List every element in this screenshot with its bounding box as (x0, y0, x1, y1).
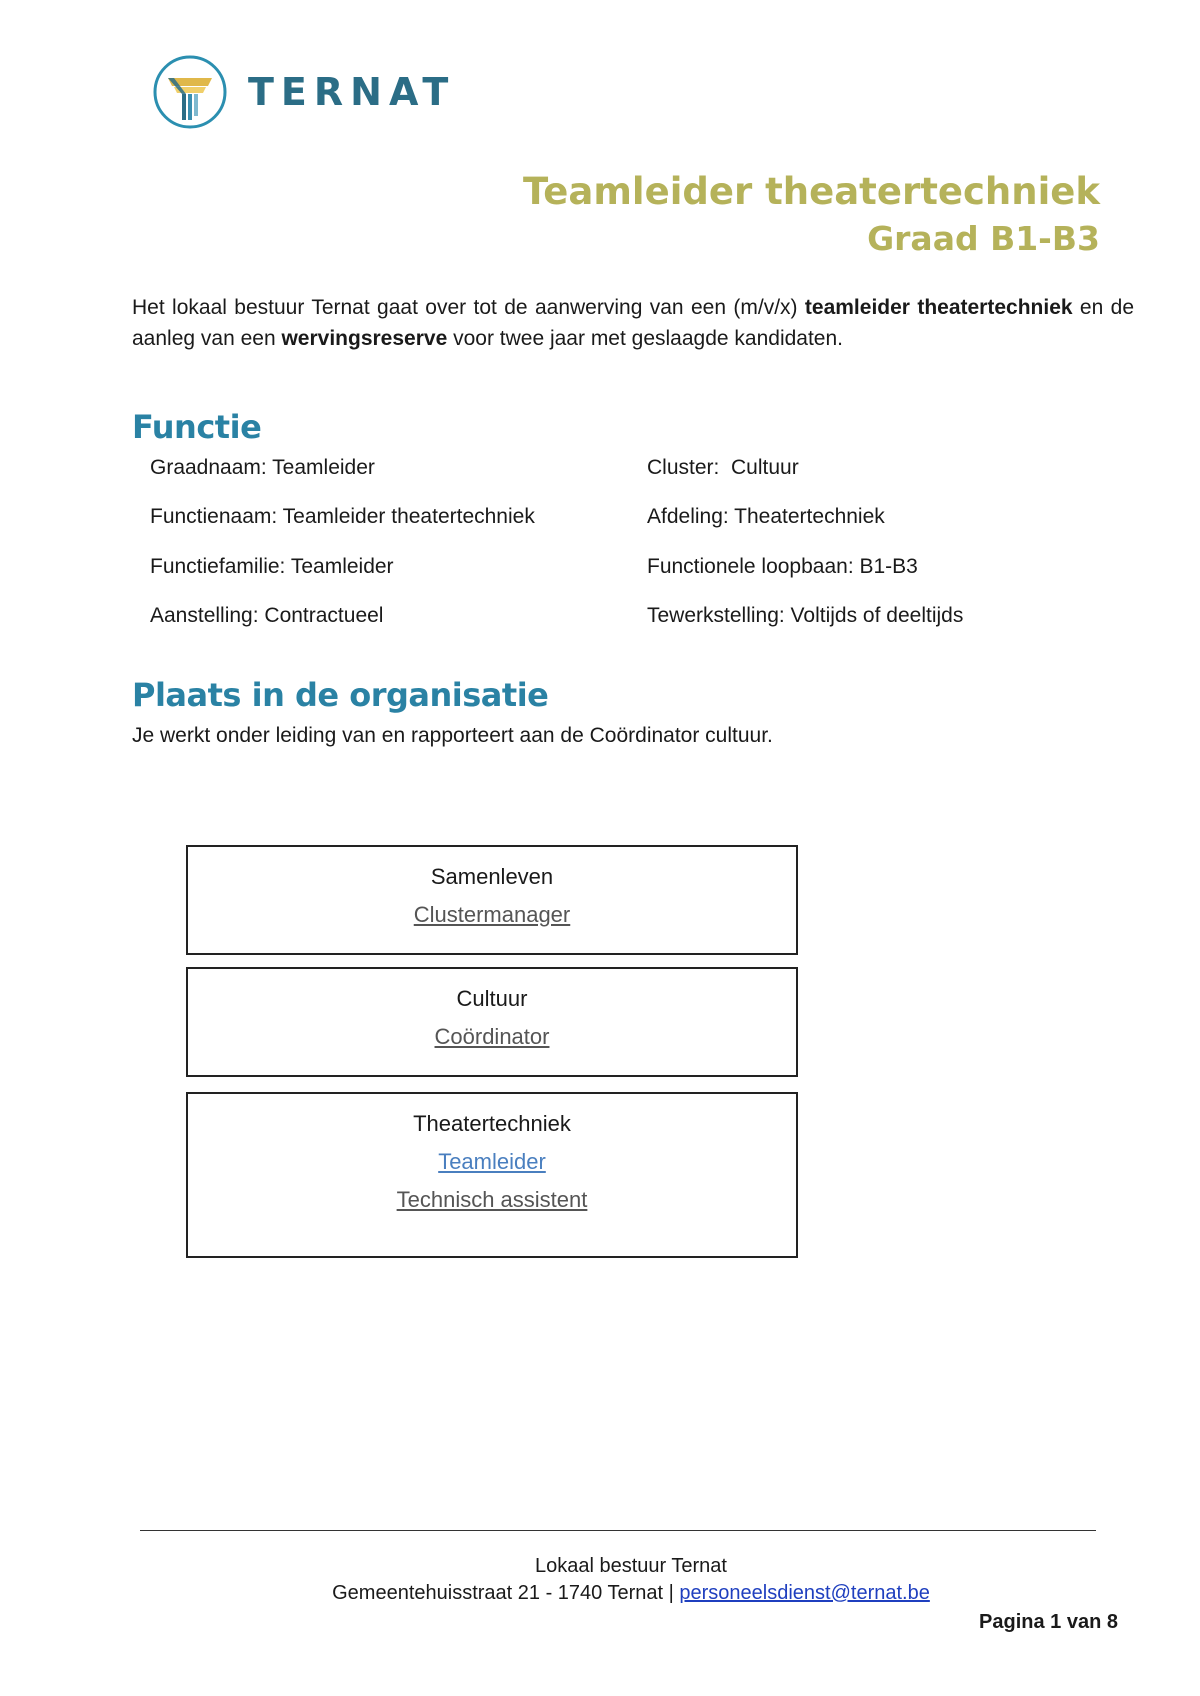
org-dept-label: Samenleven (430, 864, 554, 889)
field-tewerkstelling: Tewerkstelling: Voltijds of deeltijds (647, 604, 964, 627)
org-box-theatertechniek (186, 1092, 798, 1258)
footer-address-text: Gemeentehuisstraat 21 - 1740 Ternat | (332, 1582, 680, 1604)
intro-bold-1: teamleider theatertechniek (804, 296, 1073, 319)
org-dept-label: Theatertechniek (413, 1111, 571, 1136)
plaats-text: Je werkt onder leiding van en rapporteert aan de Coördinator cultuur. (132, 724, 773, 747)
org-dept-label: Cultuur (456, 986, 528, 1011)
footer-address (0, 1580, 1200, 1606)
org-role-link[interactable]: Coördinator (434, 1024, 550, 1049)
org-role-link[interactable]: Clustermanager (413, 902, 571, 927)
field-functienaam: Functienaam: Teamleider theatertechniek (150, 505, 535, 528)
section-heading-functie: Functie (132, 408, 262, 446)
field-cluster: Cluster: Cultuur (647, 456, 799, 479)
section-heading-plaats: Plaats in de organisatie (132, 676, 549, 714)
field-functiefamilie: Functiefamilie: Teamleider (150, 555, 394, 578)
title-line-2: Graad B1-B3 (867, 219, 1100, 258)
org-box-cultuur (186, 967, 798, 1077)
org-role-link-current[interactable]: Teamleider (438, 1149, 546, 1174)
intro-text-1: Het lokaal bestuur Ternat gaat over tot de aanwerving van een (m/v/x) (132, 296, 805, 319)
intro-text-3: voor twee jaar met geslaagde kandidaten. (447, 327, 843, 350)
org-box-samenleven (186, 845, 798, 955)
footer-email-link[interactable]: personeelsdienst@ternat.be (679, 1582, 930, 1604)
footer-organization: Lokaal bestuur Ternat (535, 1555, 727, 1577)
footer-divider (140, 1530, 1096, 1531)
field-graadnaam: Graadnaam: Teamleider (150, 456, 375, 479)
document-title (523, 168, 1100, 262)
intro-bold-2: wervingsreserve (281, 327, 448, 350)
intro-text-2: en de aanleg van een (132, 296, 1135, 350)
logo-wordmark: TERNAT (248, 70, 456, 114)
ternat-logo (152, 54, 455, 130)
intro-paragraph (132, 292, 1134, 354)
field-functionele-loopbaan: Functionele loopbaan: B1-B3 (647, 555, 918, 578)
field-afdeling: Afdeling: Theatertechniek (647, 505, 885, 528)
org-role-link[interactable]: Technisch assistent (396, 1187, 588, 1212)
ternat-logo-icon (152, 54, 228, 130)
page-number: Pagina 1 van 8 (979, 1611, 1118, 1633)
field-aanstelling: Aanstelling: Contractueel (150, 604, 384, 627)
title-line-1: Teamleider theatertechniek (522, 170, 1100, 213)
